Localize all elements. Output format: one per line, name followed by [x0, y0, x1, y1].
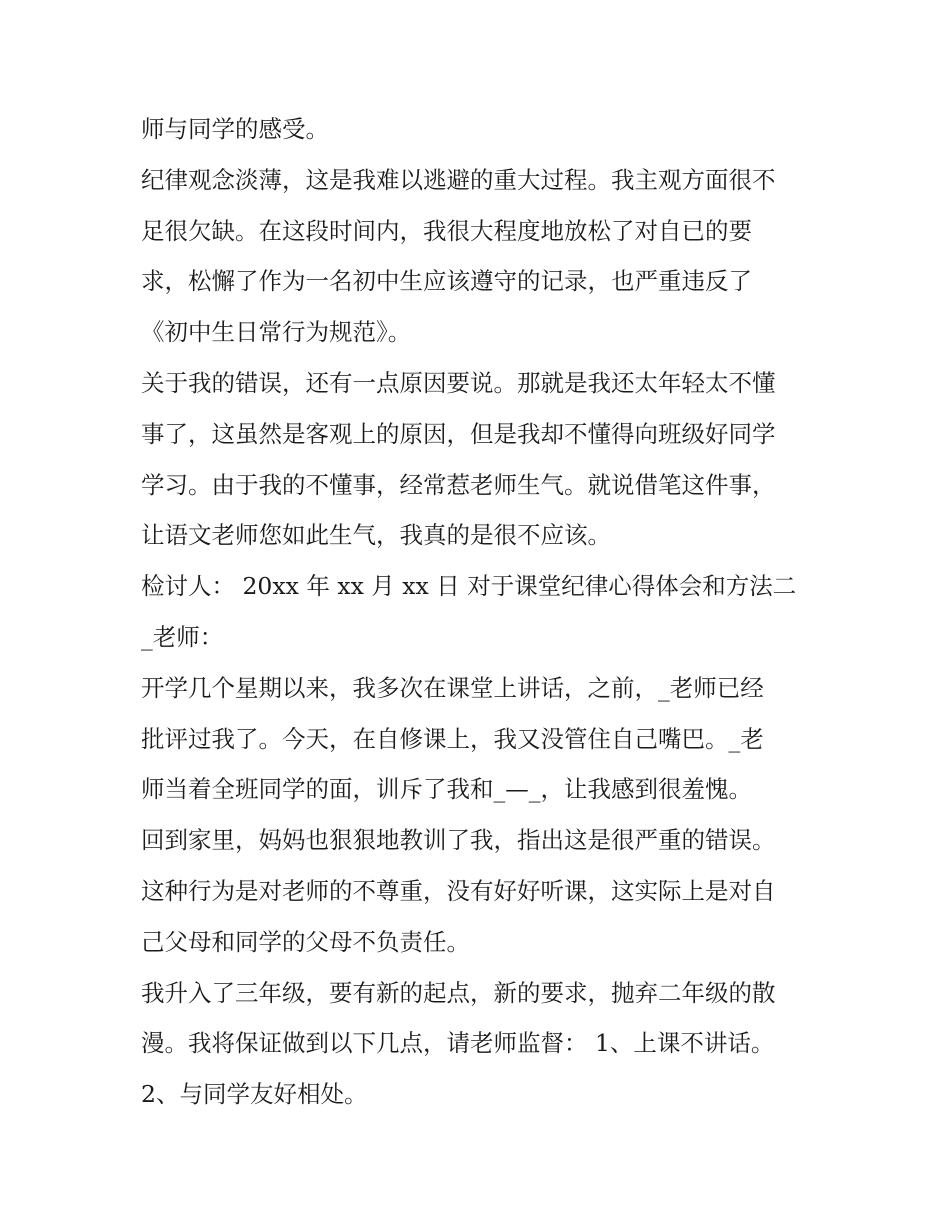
text-line-12: 开学几个星期以来，我多次在课堂上讲话，之前，_老师已经: [141, 673, 764, 702]
text-line-6: 关于我的错误，还有一点原因要说。那就是我还太年轻太不懂: [141, 368, 776, 397]
text-line-10: 检讨人： 20xx 年 xx 月 xx 日 对于课堂纪律心得体会和方法二: [141, 572, 797, 601]
text-line-1: 师与同学的感受。: [141, 115, 329, 143]
text-line-16: 这种行为是对老师的不尊重，没有好好听课，这实际上是对自: [141, 876, 776, 905]
text-line-18: 我升入了三年级，要有新的起点，新的要求，抛弃二年级的散: [141, 978, 776, 1007]
text-line-3: 足很欠缺。在这段时间内，我很大程度地放松了对自已的要: [141, 216, 752, 245]
document-body: [141, 104, 821, 1120]
text-line-11: _老师：: [141, 622, 224, 651]
text-line-13: 批评过我了。今天，在自修课上，我又没管住自己嘴巴。_老: [141, 724, 764, 753]
text-line-7: 事了，这虽然是客观上的原因，但是我却不懂得向班级好同学: [141, 419, 776, 448]
text-line-8: 学习。由于我的不懂事，经常惹老师生气。就说借笔这件事，: [141, 470, 776, 499]
text-line-2: 纪律观念淡薄，这是我难以逃避的重大过程。我主观方面很不: [141, 165, 776, 194]
text-line-5: 《初中生日常行为规范》。: [141, 318, 412, 347]
text-line-15: 回到家里，妈妈也狠狠地教训了我，指出这是很严重的错误。: [141, 826, 776, 855]
text-line-9: 让语文老师您如此生气，我真的是很不应该。: [141, 521, 611, 550]
text-line-17: 己父母和同学的父母不负责任。: [141, 927, 470, 956]
text-line-4: 求，松懈了作为一名初中生应该遵守的记录，也严重违反了: [141, 267, 752, 296]
text-line-19: 漫。我将保证做到以下几点，请老师监督： 1、上课不讲话。: [141, 1029, 775, 1058]
text-line-20: 2、与同学友好相处。: [141, 1080, 368, 1109]
text-line-14: 师当着全班同学的面，训斥了我和_—_，让我感到很羞愧。: [141, 775, 752, 804]
